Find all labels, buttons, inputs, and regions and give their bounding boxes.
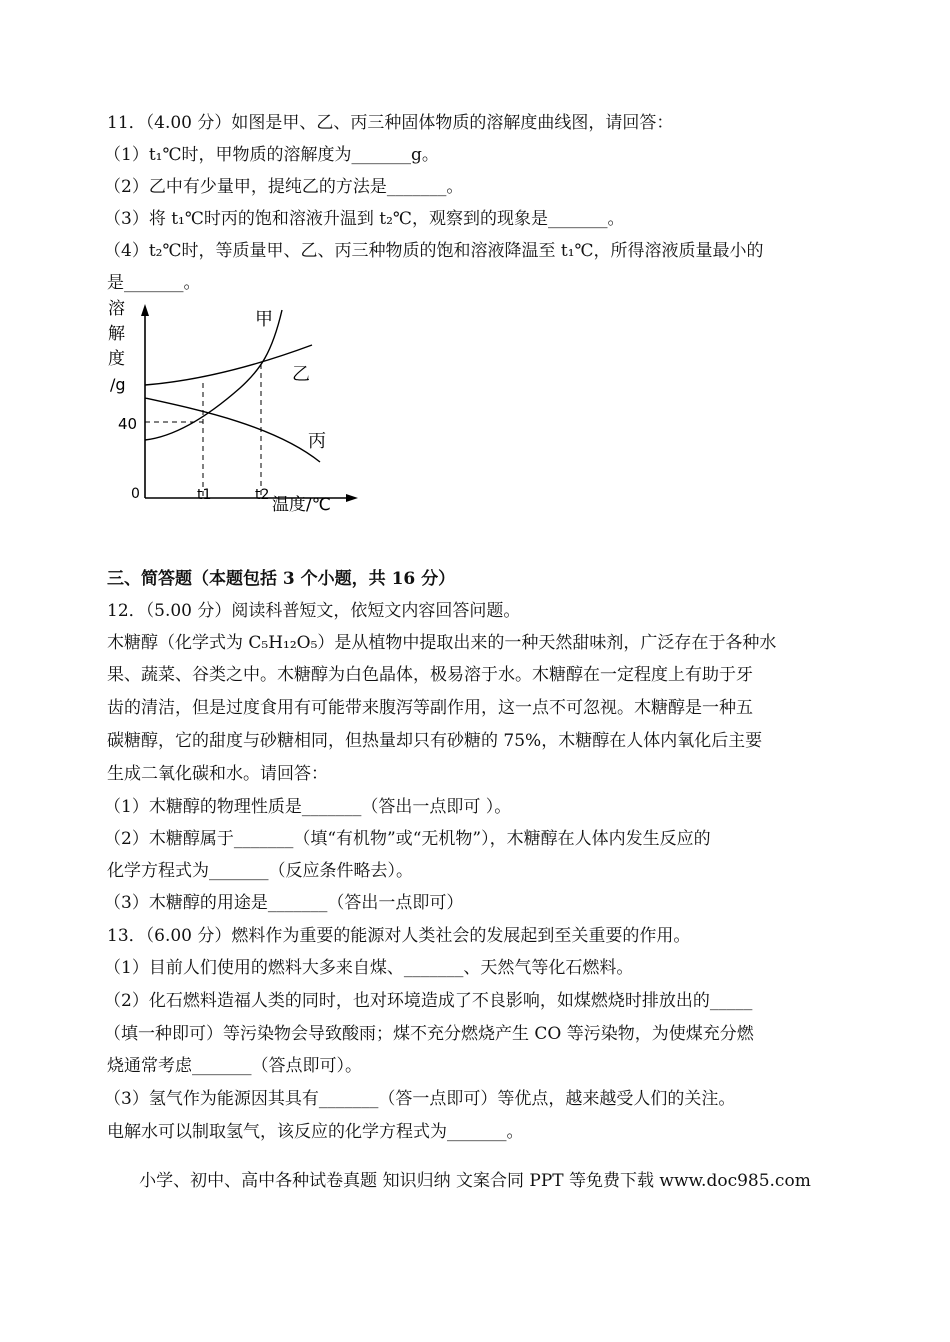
x-axis-arrow [346,494,358,502]
q11-part4a: （4）t₂℃时，等质量甲、乙、丙三种物质的饱和溶液降温至 t₁℃，所得溶液质量最小的 [104,241,764,261]
ylabel-unit: /g [110,375,126,394]
q12-part1: （1）木糖醇的物理性质是_______（答出一点即可 ）。 [104,797,512,817]
ylabel-char-1: 溶 [108,299,125,319]
q12-part3: （3）木糖醇的用途是_______（答出一点即可） [104,893,464,913]
xlabel: 温度/℃ [272,495,331,515]
q12-para-line: 齿的清洁，但是过度食用有可能带来腹泻等副作用，这一点不可忽视。木糖醇是一种五 [107,698,753,718]
ylabel-char-3: 度 [108,349,125,369]
q13-part3: （3）氢气作为能源因其具有_______（答一点即可）等优点，越来越受人们的关注。 [104,1089,736,1109]
q11-part2: （2）乙中有少量甲，提纯乙的方法是_______。 [104,177,464,197]
q12-para-line: 果、蔬菜、谷类之中。木糖醇为白色晶体，极易溶于水。木糖醇在一定程度上有助于牙 [107,665,753,685]
origin-label: 0 [131,486,140,502]
q12-para-line: 木糖醇（化学式为 C₅H₁₂O₅）是从植物中提取出来的一种天然甜味剂，广泛存在于各种水 [107,633,777,653]
q13-part2b: （填一种即可）等污染物会导致酸雨；煤不充分燃烧产生 CO 等污染物，为使煤充分燃 [104,1024,754,1044]
q12-header: 12．（5.00 分）阅读科普短文，依短文内容回答问题。 [107,601,521,621]
q12-para-line: 生成二氧化碳和水。请回答： [107,764,328,784]
xtick-t1: t1 [197,487,212,503]
q12-part2a: （2）木糖醇属于_______（填“有机物”或“无机物”），木糖醇在人体内发生反应的 [104,829,711,849]
q13-header: 13．（6.00 分）燃料作为重要的能源对人类社会的发展起到至关重要的作用。 [107,926,691,946]
q11-part1: （1）t₁℃时，甲物质的溶解度为_______g。 [104,145,439,165]
q13-part4: 电解水可以制取氢气，该反应的化学方程式为_______。 [107,1122,524,1142]
q13-part1: （1）目前人们使用的燃料大多来自煤、_______、天然气等化石燃料。 [104,958,634,978]
q12-part2b: 化学方程式为_______（反应条件略去）。 [107,861,413,881]
y-axis-arrow [141,304,149,316]
q11-header: 11．（4.00 分）如图是甲、乙、丙三种固体物质的溶解度曲线图，请回答： [107,113,674,133]
footer-text: 小学、初中、高中各种试卷真题 知识归纳 文案合同 PPT 等免费下载 www.doc985.com [139,1171,811,1191]
ytick-40: 40 [118,415,138,433]
q11-part3: （3）将 t₁℃时丙的饱和溶液升温到 t₂℃，观察到的现象是_______。 [104,209,625,229]
q12-para-line: 碳糖醇，它的甜度与砂糖相同，但热量却只有砂糖的 75%，木糖醇在人体内氧化后主要 [107,731,763,751]
xtick-t2: t2 [255,487,270,503]
q13-part2c: 烧通常考虑_______（答点即可）。 [107,1056,362,1076]
section-title: 三、简答题（本题包括 3 个小题，共 16 分） [107,569,456,589]
label-jia: 甲 [255,309,273,330]
solubility-chart [100,298,370,523]
q13-part2a: （2）化石燃料造福人类的同时，也对环境造成了不良影响，如煤燃烧时排放出的_____ [104,991,753,1011]
label-bing: 丙 [308,431,326,452]
q11-part4b: 是_______。 [107,273,201,293]
ylabel-char-2: 解 [108,324,125,344]
curve-bing [145,398,320,462]
label-yi: 乙 [292,364,310,385]
curve-yi [145,345,312,385]
